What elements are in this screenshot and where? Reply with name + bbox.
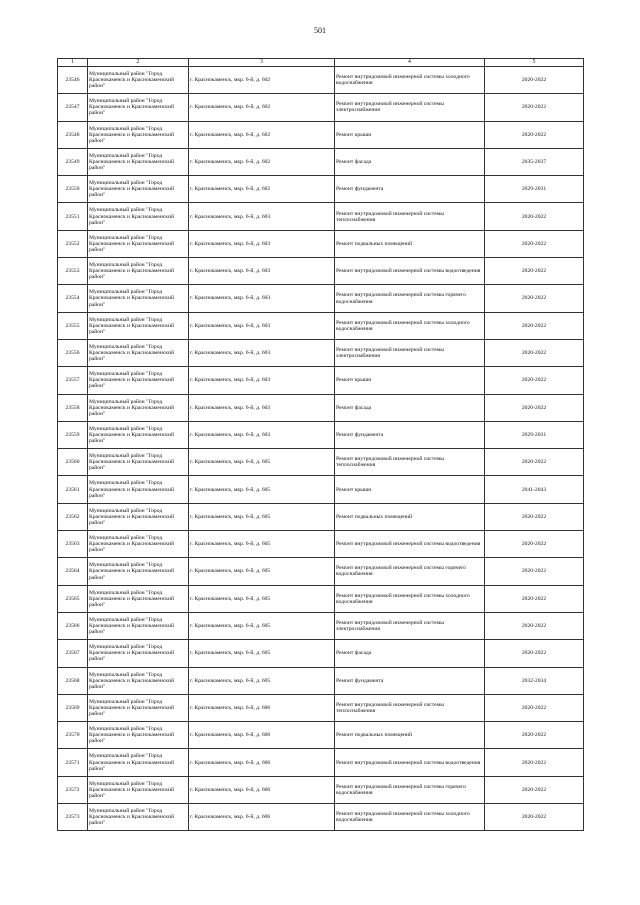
table-row <box>58 94 584 121</box>
row-number: 23564 <box>58 558 88 585</box>
municipality-cell: Муниципальный район "Город Краснокаменск и Краснокаменский район" <box>88 749 189 776</box>
row-number: 23552 <box>58 230 88 257</box>
capital-repair-table <box>57 58 584 831</box>
work-type-cell: Ремонт внутридомовой инженерной системы электроснабжения <box>335 339 485 366</box>
municipality-cell: Муниципальный район "Город Краснокаменск и Краснокаменский район" <box>88 176 189 203</box>
row-number: 23553 <box>58 258 88 285</box>
table-row <box>58 694 584 721</box>
address-cell: г. Краснокаменск, мкр. 6-й, д. 603 <box>189 258 335 285</box>
row-number: 23547 <box>58 94 88 121</box>
work-type-cell: Ремонт крыши <box>335 476 485 503</box>
table-row <box>58 640 584 667</box>
period-cell: 2020-2022 <box>485 258 584 285</box>
period-cell: 2020-2022 <box>485 804 584 831</box>
address-cell: г. Краснокаменск, мкр. 6-й, д. 603 <box>189 230 335 257</box>
municipality-cell: Муниципальный район "Город Краснокаменск и Краснокаменский район" <box>88 694 189 721</box>
table-row <box>58 148 584 175</box>
table-row <box>58 749 584 776</box>
address-cell: г. Краснокаменск, мкр. 6-й, д. 603 <box>189 339 335 366</box>
address-cell: г. Краснокаменск, мкр. 6-й, д. 605 <box>189 667 335 694</box>
row-number: 23550 <box>58 176 88 203</box>
work-type-cell: Ремонт внутридомовой инженерной системы водоотведения <box>335 258 485 285</box>
work-type-cell: Ремонт подвальных помещений <box>335 503 485 530</box>
municipality-cell: Муниципальный район "Город Краснокаменск и Краснокаменский район" <box>88 230 189 257</box>
municipality-cell: Муниципальный район "Город Краснокаменск и Краснокаменский район" <box>88 258 189 285</box>
period-cell: 2020-2022 <box>485 367 584 394</box>
address-cell: г. Краснокаменск, мкр. 6-й, д. 602 <box>189 121 335 148</box>
address-cell: г. Краснокаменск, мкр. 6-й, д. 603 <box>189 367 335 394</box>
table-row <box>58 503 584 530</box>
period-cell: 2020-2022 <box>485 722 584 749</box>
municipality-cell: Муниципальный район "Город Краснокаменск и Краснокаменский район" <box>88 503 189 530</box>
work-type-cell: Ремонт внутридомовой инженерной системы горячего водоснабжения <box>335 776 485 803</box>
work-type-cell: Ремонт внутридомовой инженерной системы холодного водоснабжения <box>335 585 485 612</box>
address-cell: г. Краснокаменск, мкр. 6-й, д. 605 <box>189 531 335 558</box>
row-number: 23546 <box>58 67 88 94</box>
period-cell: 2020-2022 <box>485 776 584 803</box>
period-cell: 2020-2022 <box>485 67 584 94</box>
municipality-cell: Муниципальный район "Город Краснокаменск и Краснокаменский район" <box>88 722 189 749</box>
municipality-cell: Муниципальный район "Город Краснокаменск и Краснокаменский район" <box>88 667 189 694</box>
work-type-cell: Ремонт внутридомовой инженерной системы электроснабжения <box>335 94 485 121</box>
row-number: 23548 <box>58 121 88 148</box>
municipality-cell: Муниципальный район "Город Краснокаменск и Краснокаменский район" <box>88 421 189 448</box>
address-cell: г. Краснокаменск, мкр. 6-й, д. 603 <box>189 312 335 339</box>
address-cell: г. Краснокаменск, мкр. 6-й, д. 603 <box>189 394 335 421</box>
column-number-row <box>58 59 584 67</box>
address-cell: г. Краснокаменск, мкр. 6-й, д. 603 <box>189 421 335 448</box>
municipality-cell: Муниципальный район "Город Краснокаменск и Краснокаменский район" <box>88 804 189 831</box>
period-cell: 2020-2022 <box>485 749 584 776</box>
address-cell: г. Краснокаменск, мкр. 6-й, д. 602 <box>189 148 335 175</box>
period-cell: 2020-2022 <box>485 503 584 530</box>
work-type-cell: Ремонт внутридомовой инженерной системы водоотведения <box>335 749 485 776</box>
row-number: 23572 <box>58 776 88 803</box>
column-header: 1 <box>58 59 88 67</box>
page-number: 501 <box>314 26 326 35</box>
table-row <box>58 804 584 831</box>
row-number: 23570 <box>58 722 88 749</box>
address-cell: г. Краснокаменск, мкр. 6-й, д. 606 <box>189 749 335 776</box>
period-cell: 2020-2022 <box>485 203 584 230</box>
work-type-cell: Ремонт фундамента <box>335 176 485 203</box>
column-header: 5 <box>485 59 584 67</box>
municipality-cell: Муниципальный район "Город Краснокаменск и Краснокаменский район" <box>88 367 189 394</box>
table-row <box>58 203 584 230</box>
table-row <box>58 230 584 257</box>
table-row <box>58 612 584 639</box>
address-cell: г. Краснокаменск, мкр. 6-й, д. 602 <box>189 94 335 121</box>
period-cell: 2020-2022 <box>485 640 584 667</box>
period-cell: 2020-2022 <box>485 531 584 558</box>
table-row <box>58 421 584 448</box>
table-body <box>58 59 584 831</box>
row-number: 23551 <box>58 203 88 230</box>
period-cell: 2020-2022 <box>485 285 584 312</box>
work-type-cell: Ремонт внутридомовой инженерной системы теплоснабжения <box>335 449 485 476</box>
address-cell: г. Краснокаменск, мкр. 6-й, д. 605 <box>189 585 335 612</box>
address-cell: г. Краснокаменск, мкр. 6-й, д. 605 <box>189 476 335 503</box>
work-type-cell: Ремонт фасада <box>335 394 485 421</box>
table-row <box>58 722 584 749</box>
work-type-cell: Ремонт крыши <box>335 367 485 394</box>
table-row <box>58 776 584 803</box>
period-cell: 2020-2022 <box>485 612 584 639</box>
table-row <box>58 585 584 612</box>
work-type-cell: Ремонт внутридомовой инженерной системы теплоснабжения <box>335 694 485 721</box>
municipality-cell: Муниципальный район "Город Краснокаменск и Краснокаменский район" <box>88 394 189 421</box>
address-cell: г. Краснокаменск, мкр. 6-й, д. 605 <box>189 449 335 476</box>
work-type-cell: Ремонт внутридомовой инженерной системы холодного водоснабжения <box>335 804 485 831</box>
period-cell: 2032-2034 <box>485 667 584 694</box>
table-row <box>58 67 584 94</box>
period-cell: 2020-2022 <box>485 449 584 476</box>
table-row <box>58 558 584 585</box>
row-number: 23561 <box>58 476 88 503</box>
work-type-cell: Ремонт внутридомовой инженерной системы холодного водоснабжения <box>335 312 485 339</box>
work-type-cell: Ремонт фасада <box>335 640 485 667</box>
municipality-cell: Муниципальный район "Город Краснокаменск и Краснокаменский район" <box>88 67 189 94</box>
row-number: 23562 <box>58 503 88 530</box>
row-number: 23560 <box>58 449 88 476</box>
work-type-cell: Ремонт подвальных помещений <box>335 230 485 257</box>
municipality-cell: Муниципальный район "Город Краснокаменск и Краснокаменский район" <box>88 121 189 148</box>
period-cell: 2020-2022 <box>485 312 584 339</box>
period-cell: 2029-2031 <box>485 176 584 203</box>
row-number: 23559 <box>58 421 88 448</box>
table-row <box>58 258 584 285</box>
municipality-cell: Муниципальный район "Город Краснокаменск и Краснокаменский район" <box>88 558 189 585</box>
work-type-cell: Ремонт подвальных помещений <box>335 722 485 749</box>
column-header: 2 <box>88 59 189 67</box>
address-cell: г. Краснокаменск, мкр. 6-й, д. 605 <box>189 558 335 585</box>
work-type-cell: Ремонт внутридомовой инженерной системы горячего водоснабжения <box>335 285 485 312</box>
work-type-cell: Ремонт внутридомовой инженерной системы холодного водоснабжения <box>335 67 485 94</box>
row-number: 23565 <box>58 585 88 612</box>
address-cell: г. Краснокаменск, мкр. 6-й, д. 605 <box>189 503 335 530</box>
period-cell: 2020-2022 <box>485 558 584 585</box>
address-cell: г. Краснокаменск, мкр. 6-й, д. 603 <box>189 285 335 312</box>
municipality-cell: Муниципальный район "Город Краснокаменск и Краснокаменский район" <box>88 585 189 612</box>
work-type-cell: Ремонт внутридомовой инженерной системы водоотведения <box>335 531 485 558</box>
address-cell: г. Краснокаменск, мкр. 6-й, д. 606 <box>189 694 335 721</box>
table-row <box>58 121 584 148</box>
work-type-cell: Ремонт внутридомовой инженерной системы горячего водоснабжения <box>335 558 485 585</box>
table-row <box>58 285 584 312</box>
work-type-cell: Ремонт фундамента <box>335 421 485 448</box>
municipality-cell: Муниципальный район "Город Краснокаменск и Краснокаменский район" <box>88 531 189 558</box>
address-cell: г. Краснокаменск, мкр. 6-й, д. 605 <box>189 612 335 639</box>
municipality-cell: Муниципальный район "Город Краснокаменск и Краснокаменский район" <box>88 476 189 503</box>
period-cell: 2020-2022 <box>485 694 584 721</box>
column-header: 3 <box>189 59 335 67</box>
period-cell: 2041-2043 <box>485 476 584 503</box>
municipality-cell: Муниципальный район "Город Краснокаменск и Краснокаменский район" <box>88 312 189 339</box>
address-cell: г. Краснокаменск, мкр. 6-й, д. 606 <box>189 776 335 803</box>
address-cell: г. Краснокаменск, мкр. 6-й, д. 603 <box>189 203 335 230</box>
row-number: 23555 <box>58 312 88 339</box>
period-cell: 2020-2022 <box>485 585 584 612</box>
municipality-cell: Муниципальный район "Город Краснокаменск и Краснокаменский район" <box>88 776 189 803</box>
municipality-cell: Муниципальный район "Город Краснокаменск и Краснокаменский район" <box>88 148 189 175</box>
municipality-cell: Муниципальный район "Город Краснокаменск и Краснокаменский район" <box>88 640 189 667</box>
row-number: 23566 <box>58 612 88 639</box>
municipality-cell: Муниципальный район "Город Краснокаменск и Краснокаменский район" <box>88 449 189 476</box>
table-row <box>58 394 584 421</box>
municipality-cell: Муниципальный район "Город Краснокаменск и Краснокаменский район" <box>88 285 189 312</box>
municipality-cell: Муниципальный район "Город Краснокаменск и Краснокаменский район" <box>88 339 189 366</box>
table-row <box>58 449 584 476</box>
address-cell: г. Краснокаменск, мкр. 6-й, д. 602 <box>189 67 335 94</box>
table-row <box>58 339 584 366</box>
row-number: 23554 <box>58 285 88 312</box>
period-cell: 2035-2037 <box>485 148 584 175</box>
municipality-cell: Муниципальный район "Город Краснокаменск и Краснокаменский район" <box>88 94 189 121</box>
row-number: 23563 <box>58 531 88 558</box>
row-number: 23573 <box>58 804 88 831</box>
address-cell: г. Краснокаменск, мкр. 6-й, д. 606 <box>189 722 335 749</box>
row-number: 23571 <box>58 749 88 776</box>
row-number: 23558 <box>58 394 88 421</box>
column-header: 4 <box>335 59 485 67</box>
table-row <box>58 667 584 694</box>
row-number: 23567 <box>58 640 88 667</box>
municipality-cell: Муниципальный район "Город Краснокаменск и Краснокаменский район" <box>88 612 189 639</box>
period-cell: 2020-2022 <box>485 121 584 148</box>
row-number: 23568 <box>58 667 88 694</box>
period-cell: 2020-2022 <box>485 394 584 421</box>
table-row <box>58 312 584 339</box>
period-cell: 2020-2022 <box>485 94 584 121</box>
row-number: 23556 <box>58 339 88 366</box>
table-row <box>58 367 584 394</box>
row-number: 23549 <box>58 148 88 175</box>
period-cell: 2029-2031 <box>485 421 584 448</box>
work-type-cell: Ремонт фундамента <box>335 667 485 694</box>
work-type-cell: Ремонт крыши <box>335 121 485 148</box>
period-cell: 2020-2022 <box>485 230 584 257</box>
work-type-cell: Ремонт внутридомовой инженерной системы теплоснабжения <box>335 203 485 230</box>
table-row <box>58 531 584 558</box>
municipality-cell: Муниципальный район "Город Краснокаменск и Краснокаменский район" <box>88 203 189 230</box>
address-cell: г. Краснокаменск, мкр. 6-й, д. 606 <box>189 804 335 831</box>
period-cell: 2020-2022 <box>485 339 584 366</box>
row-number: 23569 <box>58 694 88 721</box>
address-cell: г. Краснокаменск, мкр. 6-й, д. 602 <box>189 176 335 203</box>
work-type-cell: Ремонт фасада <box>335 148 485 175</box>
address-cell: г. Краснокаменск, мкр. 6-й, д. 605 <box>189 640 335 667</box>
work-type-cell: Ремонт внутридомовой инженерной системы электроснабжения <box>335 612 485 639</box>
table-row <box>58 176 584 203</box>
table-row <box>58 476 584 503</box>
row-number: 23557 <box>58 367 88 394</box>
